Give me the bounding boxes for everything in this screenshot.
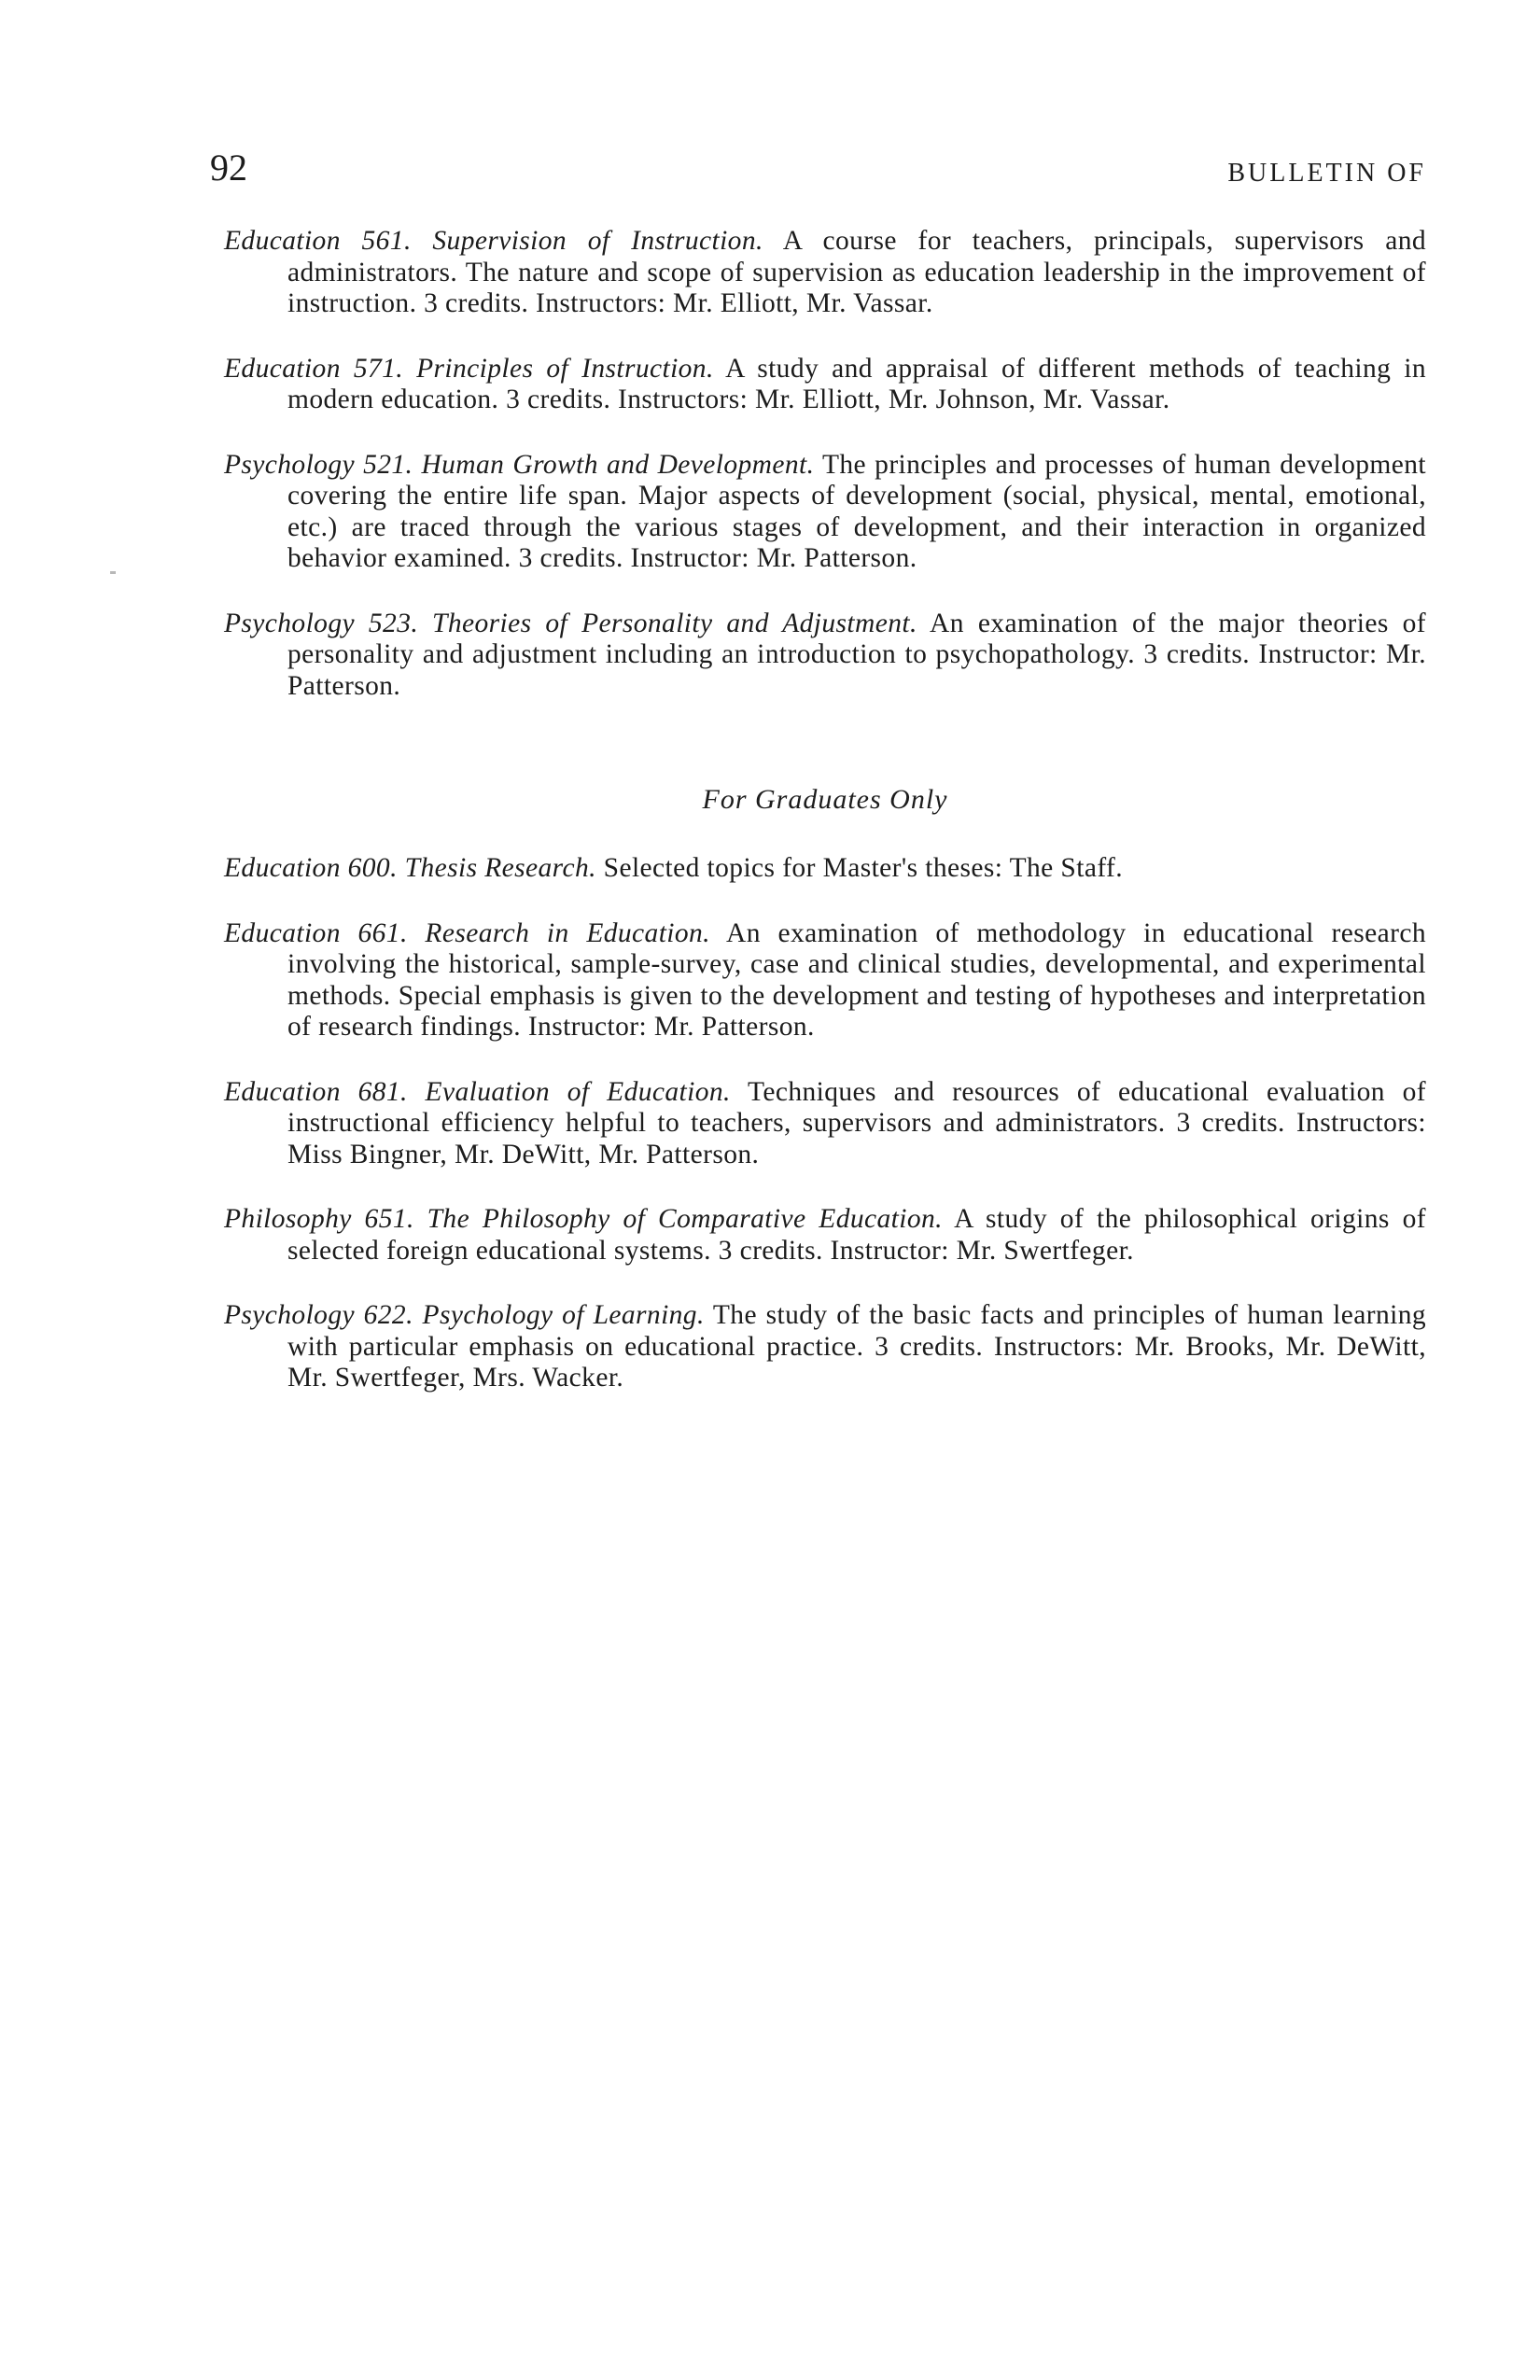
course-description: Techniques and resources of educational evaluation of instructional efficiency helpful to teachers, supervisors and administrators. 3 credits. Instructors: Miss Bingner, Mr. DeWitt, Mr. Patterson. bbox=[287, 1076, 1427, 1169]
course-entry bbox=[224, 450, 1426, 575]
course-title: Research in Education. bbox=[425, 917, 710, 948]
course-title: Human Growth and Development. bbox=[421, 449, 815, 480]
course-title: Evaluation of Education. bbox=[425, 1076, 731, 1107]
course-title: Principles of Instruction. bbox=[416, 353, 714, 384]
course-number: Education 681. bbox=[224, 1076, 408, 1107]
course-title: The Philosophy of Comparative Education. bbox=[427, 1204, 943, 1234]
course-description: A course for teachers, principals, supervisors and administrators. The nature and scope of supervision as education leadership in the improvement of instruction. 3 credits. Instructors: Mr. Elliott, Mr. Vassar. bbox=[287, 226, 1427, 318]
course-entry bbox=[224, 226, 1426, 320]
course-description: An examination of methodology in educational research involving the historical, sample-survey, case and clinical studies, developmental, and experimental methods. Special emphasis is given to the development and testing of hypotheses and interpretation of research findings. Instructor: Mr. Patterson. bbox=[287, 917, 1427, 1042]
running-head: BULLETIN OF bbox=[1227, 159, 1426, 188]
section-heading: For Graduates Only bbox=[702, 784, 948, 815]
course-description: The study of the basic facts and principles of human learning with particular emphasis on educational practice. 3 credits. Instructors: Mr. Brooks, Mr. DeWitt, Mr. Swertfeger, Mrs. Wacker. bbox=[287, 1300, 1427, 1393]
course-entry bbox=[224, 1300, 1426, 1394]
course-number: Education 600. bbox=[224, 853, 398, 883]
course-number: Psychology 622. bbox=[224, 1300, 413, 1330]
course-entry bbox=[224, 918, 1426, 1043]
course-title: Psychology of Learning. bbox=[422, 1300, 705, 1330]
course-title: Supervision of Instruction. bbox=[432, 226, 763, 256]
course-title: Theories of Personality and Adjustment. bbox=[432, 608, 917, 638]
course-number: Education 561. bbox=[224, 226, 412, 256]
course-entry bbox=[224, 354, 1426, 416]
course-entry bbox=[224, 853, 1426, 885]
course-number: Education 661. bbox=[224, 917, 408, 948]
course-description: The principles and processes of human development covering the entire life span. Major aspects of development (social, physical, mental, emotional, etc.) are traced through the various stages of development, and their interaction in organized behavior examined. 3 credits. Instructor: Mr. Patterson. bbox=[287, 449, 1426, 573]
stray-mark bbox=[110, 571, 116, 574]
course-number: Philosophy 651. bbox=[224, 1204, 414, 1234]
course-description: A study of the philosophical origins of selected foreign educational systems. 3 credits. Instructor: Mr. Swertfeger. bbox=[287, 1204, 1426, 1266]
course-entry bbox=[224, 1204, 1426, 1267]
course-number: Education 571. bbox=[224, 353, 404, 384]
course-description: A study and appraisal of different methods of teaching in modern education. 3 credits. Instructors: Mr. Elliott, Mr. Johnson, Mr. Vassar. bbox=[287, 353, 1426, 414]
course-title: Thesis Research. bbox=[404, 853, 596, 883]
course-number: Psychology 523. bbox=[224, 608, 419, 638]
course-listing bbox=[224, 226, 1426, 1428]
course-entry bbox=[224, 1077, 1426, 1171]
course-description: Selected topics for Master's theses: The Staff. bbox=[603, 853, 1124, 883]
page-number: 92 bbox=[210, 147, 247, 189]
course-entry bbox=[224, 609, 1426, 703]
course-description: An examination of the major theories of personality and adjustment including an introduction to psychopathology. 3 credits. Instructor: Mr. Patterson. bbox=[287, 608, 1426, 701]
course-number: Psychology 521. bbox=[224, 449, 413, 480]
